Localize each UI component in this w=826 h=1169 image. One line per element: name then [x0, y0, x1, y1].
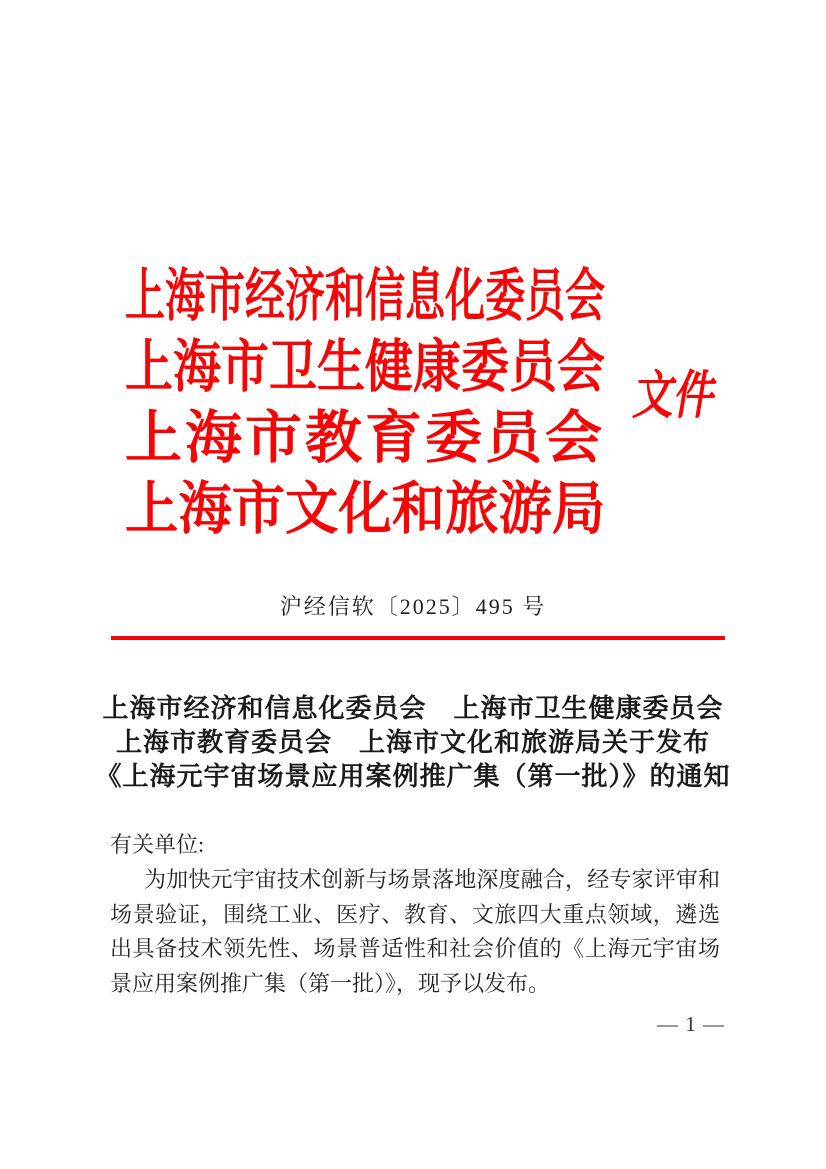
document-body — [110, 828, 720, 1002]
document-title — [0, 692, 826, 794]
agency-name-line — [125, 473, 605, 544]
agency-name-line — [125, 331, 605, 402]
body-paragraph: 为加快元宇宙技术创新与场景落地深度融合，经专家评审和场景验证，围绕工业、医疗、教育、文旅四大重点领域，遴选出具备技术领先性、场景普适性和社会价值的《上海元宇宙场景应用案例推广集（第一批）》，现予以发布。 — [110, 866, 720, 997]
document-title-line: 《上海元宇宙场景应用案例推广集（第一批）》的通知 — [95, 762, 731, 791]
agency-name-line — [125, 260, 605, 331]
agency-name-line — [125, 402, 605, 473]
document-title-line: 上海市经济和信息化委员会 上海市卫生健康委员会 — [102, 694, 724, 723]
agency-name-text: 上海市文化和旅游局 — [125, 477, 606, 541]
agency-name-text: 上海市经济和信息化委员会 — [125, 264, 606, 328]
agency-name-text: 上海市卫生健康委员会 — [125, 335, 605, 399]
document-title-line: 上海市教育委员会 上海市文化和旅游局关于发布 — [115, 728, 710, 757]
agency-name-text: 上海市教育委员会 — [125, 406, 605, 470]
agency-name-block — [125, 260, 605, 544]
red-divider-line — [111, 636, 725, 640]
page-number: — 1 — — [657, 1012, 725, 1036]
document-reference-number: 沪经信软〔2025〕495 号 — [279, 594, 547, 619]
document-type-label: 文件 — [630, 368, 721, 425]
salutation: 有关单位: — [110, 832, 205, 857]
